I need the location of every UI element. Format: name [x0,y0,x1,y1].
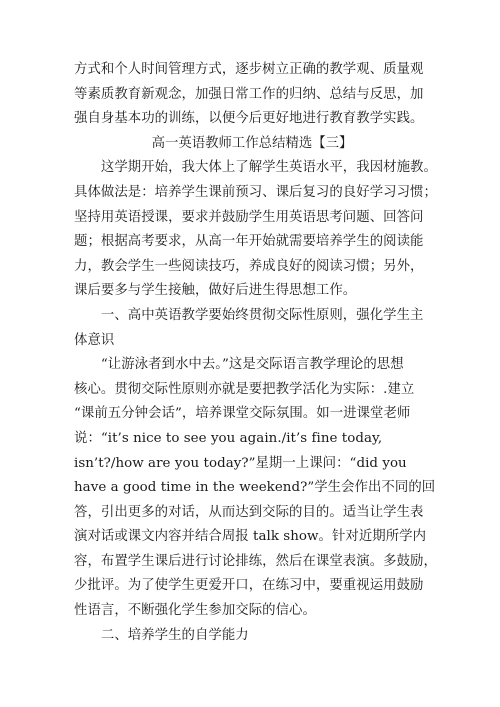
paragraph-2 [74,353,437,624]
text-line: 说：“it’s nice to see you again./it’s fine today, [74,430,383,446]
section-title: 高一英语教师工作总结精选【三】 [151,135,353,151]
text-line: isn’t?/how are you today?”星期一上课问：“did you [74,455,407,471]
text-line: 方式和个人时间管理方式，逐步树立正确的教学观、质量观 [74,62,424,77]
heading-2 [74,624,430,649]
text-line: have a good time in the weekend?”学生会作出不同的回 [74,480,436,496]
text-line: “课前五分钟会话”，培养课堂交际氛围。如一进课堂老师 [74,406,411,422]
text-line: 课后要多与学生接触，做好后进生得思想工作。 [74,283,357,299]
heading-1 [74,304,430,353]
text-line: 二、培养学生的自学能力 [74,627,249,643]
text-line: 强自身基本功的训练，以便今后更好地进行教育教学实践。 [74,111,424,127]
text-line: 体意识 [74,332,115,348]
text-line: 容，布置学生课后进行讨论排练，然后在课堂表演。多鼓励， [74,553,437,569]
intro-paragraph [74,58,430,132]
text-line: 答，引出更多的对话，从而达到交际的目的。适当让学生表 [74,504,424,520]
text-line: 题；根据高考要求，从高一年开始就需要培养学生的阅读能 [74,234,424,250]
text-line: 力，教会学生一些阅读技巧，养成良好的阅读习惯；另外， [74,258,424,274]
text-line: 核心。贯彻交际性原则亦就是要把教学活化为实际：.建立 [74,381,415,397]
text-line: 具体做法是：培养学生课前预习、课后复习的良好学习习惯； [74,184,437,200]
text-line: 一、高中英语教学要始终贯彻交际性原则，强化学生主 [74,307,424,323]
text-line: 等素质教育新观念，加强日常工作的归纳、总结与反思，加 [74,86,424,102]
text-line: “让游泳者到水中去。”这是交际语言教学理论的思想 [74,357,404,373]
text-line: 演对话或课文内容并结合周报 talk show。针对近期所学内 [74,529,427,545]
text-line: 坚持用英语授课，要求并鼓励学生用英语思考问题、回答问 [74,209,424,225]
text-line: 少批评。为了使学生更爱开口，在练习中，要重视运用鼓励 [74,578,424,594]
text-line: 这学期开始，我大体上了解学生英语水平，我因材施教。 [74,160,437,176]
paragraph-1 [74,156,437,304]
text-line: 性语言，不断强化学生参加交际的信心。 [74,603,316,619]
